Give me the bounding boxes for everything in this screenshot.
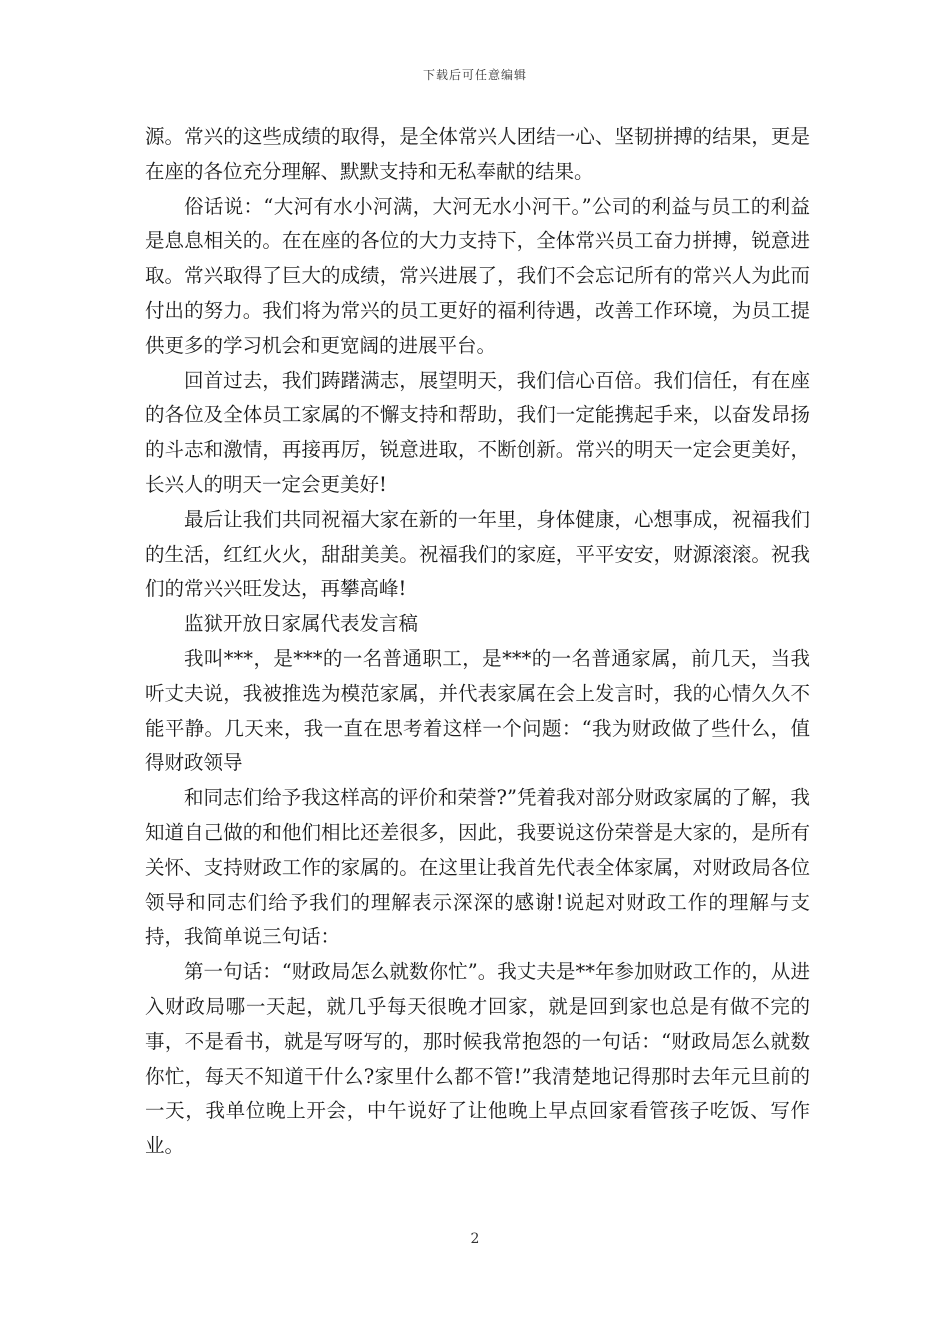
paragraph-introduction: 我叫***，是***的一名普通职工，是***的一名普通家属，前几天，当我听丈夫说，我被推选为模范家属，并代表家属在会上发言时，我的心情久久不能平静。几天来，我一直在思考着这样一个问题：“我为财政做了些什么，值得财政领导 <box>145 646 810 775</box>
page-number: 2 <box>470 1231 480 1247</box>
paragraph-looking-back: 回首过去，我们踌躇满志，展望明天，我们信心百倍。我们信任，有在座的各位及全体员工家属的不懈支持和帮助，我们一定能携起手来，以奋发昂扬的斗志和激情，再接再厉，锐意进取，不断创新。常兴的明天一定会更美好，长兴人的明天一定会更美好! <box>145 368 810 496</box>
paragraph-closing-wishes: 最后让我们共同祝福大家在新的一年里，身体健康，心想事成，祝福我们的生活，红红火火，甜甜美美。祝福我们的家庭，平平安安，财源滚滚。祝我们的常兴兴旺发达，再攀高峰! <box>145 507 810 601</box>
paragraph-proverb: 俗话说：“大河有水小河满，大河无水小河干。”公司的利益与员工的利益是息息相关的。在在座的各位的大力支持下，全体常兴员工奋力拼搏，锐意进取。常兴取得了巨大的成绩，常兴进展了，我们不会忘记所有的常兴人为此而付出的努力。我们将为常兴的员工更好的福利待遇，改善工作环境，为员工提供更多的学习机会和更宽阔的进展平台。 <box>145 194 810 357</box>
paragraph-first-remark: 第一句话：“财政局怎么就数你忙”。我丈夫是**年参加财政工作的，从进入财政局哪一天起，就几乎每天很晚才回家，就是回到家也总是有做不完的事，不是看书，就是写呀写的，那时候我常抱怨的一句话：“财政局怎么就数你忙，每天不知道干什么?家里什么都不管!”我清楚地记得那时去年元旦前的一天，我单位晚上开会，中午说好了让他晚上早点回家看管孩子吃饭、写作业。 <box>145 960 810 1158</box>
paragraph-continuation: 源。常兴的这些成绩的取得，是全体常兴人团结一心、坚韧拼搏的结果，更是在座的各位充分理解、默默支持和无私奉献的结果。 <box>145 125 810 183</box>
paragraph-gratitude: 和同志们给予我这样高的评价和荣誉?”凭着我对部分财政家属的了解，我知道自己做的和他们相比还差很多，因此，我要说这份荣誉是大家的，是所有关怀、支持财政工作的家属的。在这里让我首先代表全体家属，对财政局各位领导和同志们给予我们的理解表示深深的感谢!说起对财政工作的理解与支持，我简单说三句话： <box>145 786 810 949</box>
document-body <box>145 120 810 1164</box>
page-header-note: 下载后可任意编辑 <box>422 68 527 82</box>
section-title: 监狱开放日家属代表发言稿 <box>184 612 419 636</box>
